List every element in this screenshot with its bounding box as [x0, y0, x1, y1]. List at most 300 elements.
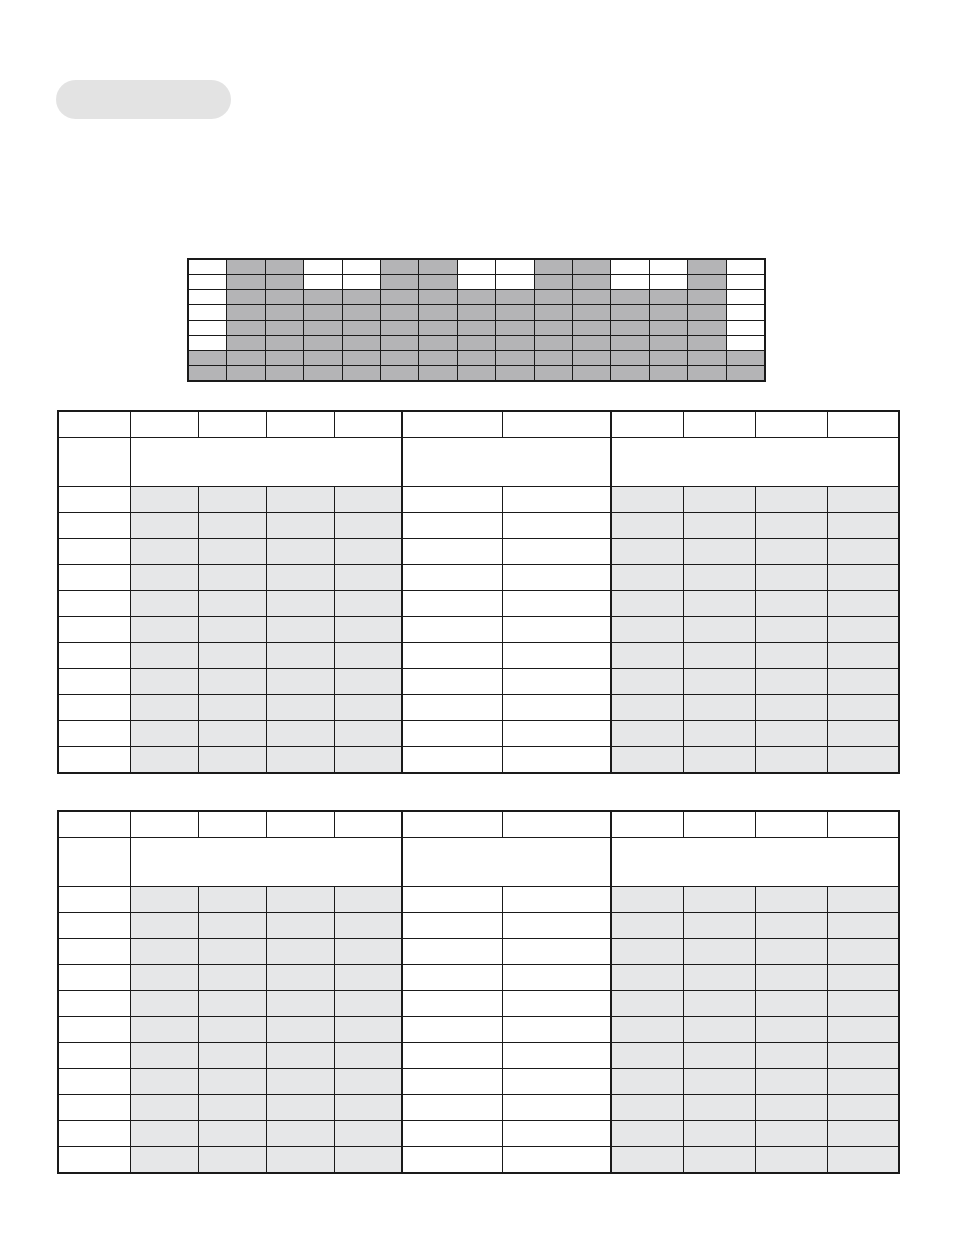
- small-grid-cell: [496, 305, 533, 319]
- table-cell: [58, 487, 130, 513]
- header-cell: [502, 411, 611, 438]
- table-cell: [58, 887, 130, 913]
- table-cell: [198, 565, 266, 591]
- small-grid-cell: [573, 336, 610, 350]
- table-cell: [683, 669, 755, 695]
- small-grid-cell: [650, 321, 687, 335]
- small-grid-cell: [458, 321, 495, 335]
- small-grid-cell: [535, 366, 572, 380]
- table-cell: [683, 1121, 755, 1147]
- table-cell: [683, 991, 755, 1017]
- small-grid-cell: [381, 275, 418, 289]
- small-grid-cell: [266, 366, 303, 380]
- table-cell: [402, 965, 502, 991]
- section-label-pill: [56, 80, 231, 119]
- table-row: [58, 1069, 899, 1095]
- table-row: [58, 1121, 899, 1147]
- table-cell: [611, 1095, 683, 1121]
- table-cell: [502, 617, 611, 643]
- table-cell: [827, 513, 899, 539]
- table-cell: [683, 1017, 755, 1043]
- small-grid-cell: [535, 336, 572, 350]
- table-cell: [402, 1043, 502, 1069]
- table-cell: [130, 965, 198, 991]
- table-cell: [402, 721, 502, 747]
- small-grid-cell: [381, 260, 418, 274]
- table-cell: [502, 887, 611, 913]
- table-cell: [611, 513, 683, 539]
- table-cell: [611, 487, 683, 513]
- small-grid-cell: [650, 260, 687, 274]
- table-cell: [683, 747, 755, 774]
- table-header-row: [58, 811, 899, 838]
- table-cell: [334, 539, 402, 565]
- table-cell: [755, 591, 827, 617]
- small-grid-cell: [381, 366, 418, 380]
- small-grid-cell: [343, 260, 380, 274]
- table-cell: [334, 887, 402, 913]
- table-cell: [827, 617, 899, 643]
- table-cell: [611, 721, 683, 747]
- table-cell: [58, 669, 130, 695]
- small-grid-cell: [496, 260, 533, 274]
- small-grid-cell: [688, 336, 725, 350]
- table-cell: [611, 1017, 683, 1043]
- small-grid-cell: [419, 290, 456, 304]
- table-cell: [755, 1017, 827, 1043]
- table-cell: [683, 721, 755, 747]
- table-cell: [334, 965, 402, 991]
- table-cell: [402, 565, 502, 591]
- table-cell: [827, 565, 899, 591]
- small-grid-cell: [381, 305, 418, 319]
- small-grid-cell: [611, 260, 648, 274]
- header-cell: [266, 411, 334, 438]
- small-grid-cell: [381, 351, 418, 365]
- group-header-cell: [58, 838, 130, 887]
- table-cell: [266, 965, 334, 991]
- group-header-cell: [611, 838, 899, 887]
- table-cell: [683, 1043, 755, 1069]
- small-grid-cell: [573, 351, 610, 365]
- table-cell: [130, 1121, 198, 1147]
- small-grid-cell: [496, 321, 533, 335]
- table-cell: [58, 991, 130, 1017]
- group-header-cell: [130, 438, 402, 487]
- table-cell: [58, 643, 130, 669]
- small-grid-cell: [343, 336, 380, 350]
- small-grid-cell: [189, 366, 226, 380]
- table-cell: [402, 669, 502, 695]
- table-cell: [402, 513, 502, 539]
- small-grid-cell: [227, 290, 264, 304]
- table-cell: [683, 695, 755, 721]
- header-cell: [130, 811, 198, 838]
- table-row: [58, 695, 899, 721]
- small-grid-cell: [611, 305, 648, 319]
- small-grid-cell: [304, 351, 341, 365]
- table-cell: [266, 747, 334, 774]
- small-grid-cell: [227, 260, 264, 274]
- table-cell: [266, 1147, 334, 1174]
- small-grid-cell: [611, 290, 648, 304]
- small-grid-cell: [189, 275, 226, 289]
- table-cell: [755, 939, 827, 965]
- table-cell: [198, 887, 266, 913]
- small-grid-cell: [227, 305, 264, 319]
- table-cell: [266, 721, 334, 747]
- table-cell: [198, 1095, 266, 1121]
- table-cell: [402, 1095, 502, 1121]
- table-cell: [402, 913, 502, 939]
- small-grid-cell: [227, 366, 264, 380]
- table-cell: [502, 965, 611, 991]
- table-cell: [334, 513, 402, 539]
- small-grid-cell: [573, 290, 610, 304]
- table-cell: [130, 487, 198, 513]
- table-row: [58, 965, 899, 991]
- table-row: [58, 487, 899, 513]
- table-row: [58, 939, 899, 965]
- header-cell: [502, 811, 611, 838]
- table-cell: [58, 513, 130, 539]
- table-cell: [683, 939, 755, 965]
- table-cell: [58, 1147, 130, 1174]
- table-cell: [611, 1147, 683, 1174]
- small-grid-cell: [304, 290, 341, 304]
- table-cell: [130, 695, 198, 721]
- group-header-cell: [58, 438, 130, 487]
- table-cell: [827, 487, 899, 513]
- small-grid-cell: [688, 305, 725, 319]
- table-cell: [334, 591, 402, 617]
- table-cell: [502, 591, 611, 617]
- small-grid-cell: [381, 336, 418, 350]
- table-row: [58, 669, 899, 695]
- table-cell: [58, 965, 130, 991]
- small-grid-cell: [189, 351, 226, 365]
- table-cell: [502, 1017, 611, 1043]
- table-cell: [58, 1095, 130, 1121]
- small-grid-cell: [496, 336, 533, 350]
- table-cell: [266, 539, 334, 565]
- table-cell: [402, 939, 502, 965]
- table-cell: [827, 721, 899, 747]
- table-cell: [266, 939, 334, 965]
- table-cell: [755, 1069, 827, 1095]
- table-cell: [58, 1121, 130, 1147]
- small-grid-cell: [419, 366, 456, 380]
- small-grid-cell: [535, 321, 572, 335]
- table-cell: [266, 695, 334, 721]
- table-row: [58, 1147, 899, 1174]
- table-cell: [130, 1147, 198, 1174]
- table-cell: [502, 913, 611, 939]
- table-cell: [755, 991, 827, 1017]
- table-cell: [198, 539, 266, 565]
- small-grid-cell: [535, 260, 572, 274]
- table-cell: [198, 513, 266, 539]
- table-cell: [58, 591, 130, 617]
- table-cell: [130, 669, 198, 695]
- data-table-1: [57, 410, 900, 774]
- small-grid-cell: [611, 321, 648, 335]
- table-cell: [130, 747, 198, 774]
- group-header-cell: [130, 838, 402, 887]
- small-grid-cell: [535, 305, 572, 319]
- small-grid-cell: [343, 366, 380, 380]
- small-grid-cell: [727, 366, 764, 380]
- table-cell: [502, 565, 611, 591]
- table-cell: [334, 695, 402, 721]
- table-cell: [198, 669, 266, 695]
- table-cell: [130, 591, 198, 617]
- table-cell: [611, 669, 683, 695]
- small-grid-cell: [458, 260, 495, 274]
- table-cell: [334, 617, 402, 643]
- small-grid-cell: [458, 275, 495, 289]
- table-cell: [611, 617, 683, 643]
- table-cell: [502, 721, 611, 747]
- table-row: [58, 991, 899, 1017]
- table-row: [58, 887, 899, 913]
- small-grid-cell: [266, 260, 303, 274]
- table-cell: [683, 1069, 755, 1095]
- table-cell: [58, 617, 130, 643]
- table-cell: [683, 565, 755, 591]
- small-grid-cell: [573, 366, 610, 380]
- table-cell: [198, 913, 266, 939]
- small-grid-cell: [189, 260, 226, 274]
- table-cell: [266, 1069, 334, 1095]
- table-cell: [827, 669, 899, 695]
- table-cell: [198, 1043, 266, 1069]
- small-grid-cell: [189, 336, 226, 350]
- small-grid-cell: [688, 275, 725, 289]
- table-cell: [611, 1121, 683, 1147]
- table-cell: [58, 539, 130, 565]
- group-header-cell: [402, 838, 611, 887]
- table-row: [58, 721, 899, 747]
- small-grid-cell: [458, 366, 495, 380]
- header-cell: [402, 411, 502, 438]
- small-grid-cell: [189, 305, 226, 319]
- table-cell: [611, 591, 683, 617]
- table-cell: [402, 1069, 502, 1095]
- table-cell: [334, 913, 402, 939]
- header-cell: [611, 811, 683, 838]
- table-cell: [334, 643, 402, 669]
- small-grid-cell: [535, 275, 572, 289]
- table-row: [58, 513, 899, 539]
- small-grid-cell: [227, 351, 264, 365]
- header-cell: [266, 811, 334, 838]
- header-cell: [755, 811, 827, 838]
- table-row: [58, 913, 899, 939]
- table-cell: [334, 1147, 402, 1174]
- small-grid-cell: [458, 290, 495, 304]
- table-cell: [334, 669, 402, 695]
- table-cell: [334, 1095, 402, 1121]
- table-cell: [611, 913, 683, 939]
- table-cell: [266, 887, 334, 913]
- table-cell: [402, 991, 502, 1017]
- table-cell: [611, 539, 683, 565]
- small-grid-cell: [535, 290, 572, 304]
- table-cell: [755, 1121, 827, 1147]
- table-cell: [502, 747, 611, 774]
- table-cell: [755, 965, 827, 991]
- table-cell: [198, 591, 266, 617]
- small-grid-cell: [343, 305, 380, 319]
- table-cell: [130, 991, 198, 1017]
- table-cell: [58, 695, 130, 721]
- table-cell: [402, 1121, 502, 1147]
- small-grid-cell: [611, 366, 648, 380]
- table-cell: [827, 1043, 899, 1069]
- small-grid-cell: [535, 351, 572, 365]
- table-cell: [683, 965, 755, 991]
- small-grid-cell: [304, 275, 341, 289]
- table-cell: [334, 721, 402, 747]
- small-grid-cell: [304, 321, 341, 335]
- table-cell: [502, 513, 611, 539]
- table-cell: [58, 747, 130, 774]
- table-cell: [683, 913, 755, 939]
- table-cell: [755, 565, 827, 591]
- small-grid-cell: [727, 321, 764, 335]
- group-header-cell: [402, 438, 611, 487]
- table-cell: [827, 1095, 899, 1121]
- small-grid-cell: [496, 351, 533, 365]
- table-cell: [58, 1017, 130, 1043]
- table-cell: [502, 939, 611, 965]
- table-cell: [402, 887, 502, 913]
- table-cell: [198, 1121, 266, 1147]
- table-cell: [266, 1121, 334, 1147]
- table-cell: [755, 913, 827, 939]
- small-grid-cell: [227, 336, 264, 350]
- header-cell: [334, 411, 402, 438]
- table-cell: [827, 643, 899, 669]
- small-grid-cell: [458, 351, 495, 365]
- table-cell: [827, 1121, 899, 1147]
- small-grid-cell: [573, 275, 610, 289]
- header-cell: [58, 811, 130, 838]
- small-grid-cell: [650, 275, 687, 289]
- table-cell: [827, 887, 899, 913]
- table-group-row: [58, 438, 899, 487]
- small-grid-cell: [611, 351, 648, 365]
- table-cell: [611, 565, 683, 591]
- header-cell: [683, 811, 755, 838]
- small-grid-cell: [343, 275, 380, 289]
- small-grid-cell: [419, 275, 456, 289]
- small-grid-cell: [189, 290, 226, 304]
- table-cell: [266, 1043, 334, 1069]
- table-cell: [58, 913, 130, 939]
- small-grid-cell: [496, 290, 533, 304]
- table-cell: [334, 565, 402, 591]
- table-cell: [198, 721, 266, 747]
- small-grid-cell: [304, 366, 341, 380]
- header-cell: [827, 811, 899, 838]
- small-grid-cell: [419, 351, 456, 365]
- table-cell: [198, 965, 266, 991]
- table-cell: [334, 487, 402, 513]
- table-cell: [755, 487, 827, 513]
- table-row: [58, 1043, 899, 1069]
- header-cell: [334, 811, 402, 838]
- small-grid-cell: [688, 290, 725, 304]
- table-cell: [611, 991, 683, 1017]
- table-cell: [611, 747, 683, 774]
- table-cell: [402, 487, 502, 513]
- table-cell: [266, 643, 334, 669]
- table-row: [58, 591, 899, 617]
- table-cell: [266, 565, 334, 591]
- small-grid-cell: [266, 305, 303, 319]
- small-grid-cell: [688, 351, 725, 365]
- small-grid-cell: [266, 321, 303, 335]
- table-cell: [266, 487, 334, 513]
- table-cell: [611, 695, 683, 721]
- small-grid-cell: [419, 336, 456, 350]
- table-cell: [611, 965, 683, 991]
- small-grid-cell: [227, 275, 264, 289]
- small-grid-cell: [189, 321, 226, 335]
- table-cell: [198, 1017, 266, 1043]
- table-cell: [402, 747, 502, 774]
- table-cell: [611, 887, 683, 913]
- table-cell: [198, 487, 266, 513]
- table-cell: [502, 1147, 611, 1174]
- table-cell: [827, 913, 899, 939]
- table-cell: [755, 669, 827, 695]
- small-grid-cell: [573, 321, 610, 335]
- table-cell: [266, 591, 334, 617]
- table-cell: [334, 1043, 402, 1069]
- group-header-cell: [611, 438, 899, 487]
- table-cell: [266, 1095, 334, 1121]
- table-cell: [502, 1095, 611, 1121]
- table-cell: [402, 1017, 502, 1043]
- table-cell: [755, 887, 827, 913]
- small-grid-cell: [496, 275, 533, 289]
- table-cell: [827, 991, 899, 1017]
- table-row: [58, 747, 899, 774]
- small-grid-cell: [343, 321, 380, 335]
- table-cell: [683, 513, 755, 539]
- small-grid-cell: [381, 321, 418, 335]
- small-grid-cell: [573, 260, 610, 274]
- table-cell: [58, 939, 130, 965]
- small-grid-cell: [458, 305, 495, 319]
- small-grid-cell: [727, 260, 764, 274]
- table-cell: [334, 939, 402, 965]
- table-cell: [755, 617, 827, 643]
- header-cell: [58, 411, 130, 438]
- table-cell: [198, 1069, 266, 1095]
- header-cell: [402, 811, 502, 838]
- header-cell: [130, 411, 198, 438]
- table-cell: [402, 591, 502, 617]
- table-cell: [611, 643, 683, 669]
- table-cell: [334, 1121, 402, 1147]
- table-header-row: [58, 411, 899, 438]
- small-grid-cell: [688, 366, 725, 380]
- table-cell: [402, 539, 502, 565]
